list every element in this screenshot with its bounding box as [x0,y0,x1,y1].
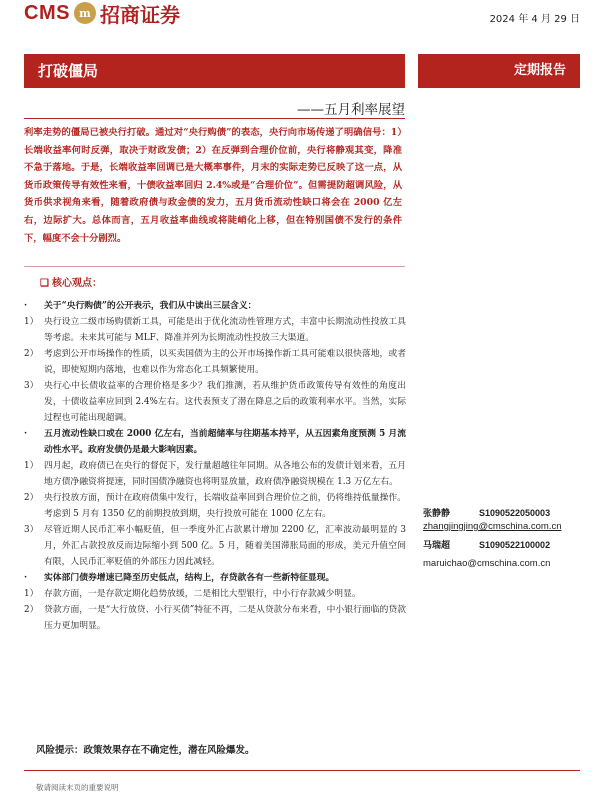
footer-note: 敬请阅读末页的重要说明 [36,783,119,792]
checkbox-bullet-icon: ❑ [40,278,49,289]
list-item: 2） 考虑到公开市场操作的性质，以买卖国债为主的公开市场操作新工具可能难以很快落地，或者说，即使短期内落地，也难以作为常态化工具频繁使用。 [24,349,406,375]
title-divider [24,118,405,119]
analyst-id: S1090522050003 [479,508,551,518]
summary-paragraph: 利率走势的僵局已被央行打破。通过对“央行购债”的表态，央行向市场传递了明确信号：1）长端收益率何时反弹，取决于财政发债；2）在反弹到合理价位前，央行将静观其变，降准不急于落地。于是，长端收益率回调已是大概率事件，月末的实际走势已反映了这一点，从货币政策传导有效性来看，十债收益率回归 2.4%或是“合理价位”。但需提防超调风险，从货币供求视角来看，随着政府债与政金债的发力，五月货币流动性缺口将会在 2000 亿左右，边际扩大。总体而言，五月收益率曲线或将陡峭化上移，但在特别国债不发行的条件下，幅度不会十分剧烈。 [24,127,402,244]
summary-divider [24,266,405,267]
core-views-label: 核心观点： [51,278,102,289]
analyst-1 [423,506,550,519]
logo-cn: 招商证券 [99,2,180,27]
section-1-heading: · 关于“央行购债”的公开表示，我们从中读出三层含义： [24,301,257,311]
list-item: 1） 存款方面，一是存款定期化趋势放缓，二是相比大型银行，中小行存款减少明显。 [24,589,361,599]
company-logo [24,0,180,26]
list-item: 1） 央行设立二级市场购债新工具，可能是出于优化流动性管理方式，丰富中长期流动性投放工具等考虑。未来其可能与 MLF、降准并列为长期流动性投放三大渠道。 [24,317,406,343]
list-item: 3） 央行心中长债收益率的合理价格是多少？我们推测，若从维护货币政策传导有效性的角度出发，十债收益率应回到 2.4%左右。这代表预支了潜在降息之后的政策利率水平。当然，实际过程也可能出现超调。 [24,381,406,423]
logo-latin: CMS [24,1,70,24]
analyst-name: 张静静 [423,509,451,519]
analyst-id: S1090522100002 [479,540,551,550]
body-content [24,298,406,634]
section-2-heading: · 五月流动性缺口或在 2000 亿左右，当前超储率与往期基本持平，从五因素角度预测 5 月流动性水平。政府发债仍是最大影响因素。 [24,429,406,455]
core-views-heading [40,274,102,289]
analyst-2 [423,538,550,551]
risk-warning: 风险提示：政策效果存在不确定性，潜在风险爆发。 [36,745,255,756]
analyst-name: 马瑞超 [423,541,451,551]
list-item: 3） 尽管近期人民币汇率小幅贬值，但一季度外汇占款累计增加 2200 亿，汇率波动最明显的 3 月，外汇占款投放反而边际缩小到 500 亿。5 月，随着美国滞胀局面的形成，美元升值空间有限，人民币汇率贬值的外部压力因此减轻。 [24,525,406,567]
report-title: 打破僵局 [24,54,405,88]
analyst-1-email[interactable]: zhangjingjing@cmschina.com.cn [423,521,562,532]
section-3-heading: · 实体部门债券增速已降至历史低点，结构上，存贷款各有一些新特征显现。 [24,573,335,583]
report-subtitle: ——五月利率展望 [297,102,405,118]
list-item: 1） 四月起，政府债已在央行的督促下，发行量超越往年同期。从各地公布的发债计划来看，五月地方债净融资将提速，同时国债净融资也将明显放量，政府债净融资规模在 1.3 万亿左右。 [24,461,406,487]
report-type: 定期报告 [418,54,580,88]
list-item: 2） 贷款方面，一是“大行放贷、小行买债”特征不再，二是从贷款分布来看，中小银行面临的贷款压力更加明显。 [24,605,406,631]
list-item: 2） 央行投放方面，预计在政府债集中发行，长端收益率回到合理价位之前，仍将维持低量操作。考虑到 5 月有 1350 亿的前期投放到期，央行投放可能在 1000 亿左右。 [24,493,406,519]
analyst-2-email[interactable]: maruichao@cmschina.com.cn [423,558,551,569]
logo-mark-icon: m [74,2,96,24]
report-date: 2024 年 4 月 29 日 [489,14,580,25]
footer-divider [24,770,580,771]
